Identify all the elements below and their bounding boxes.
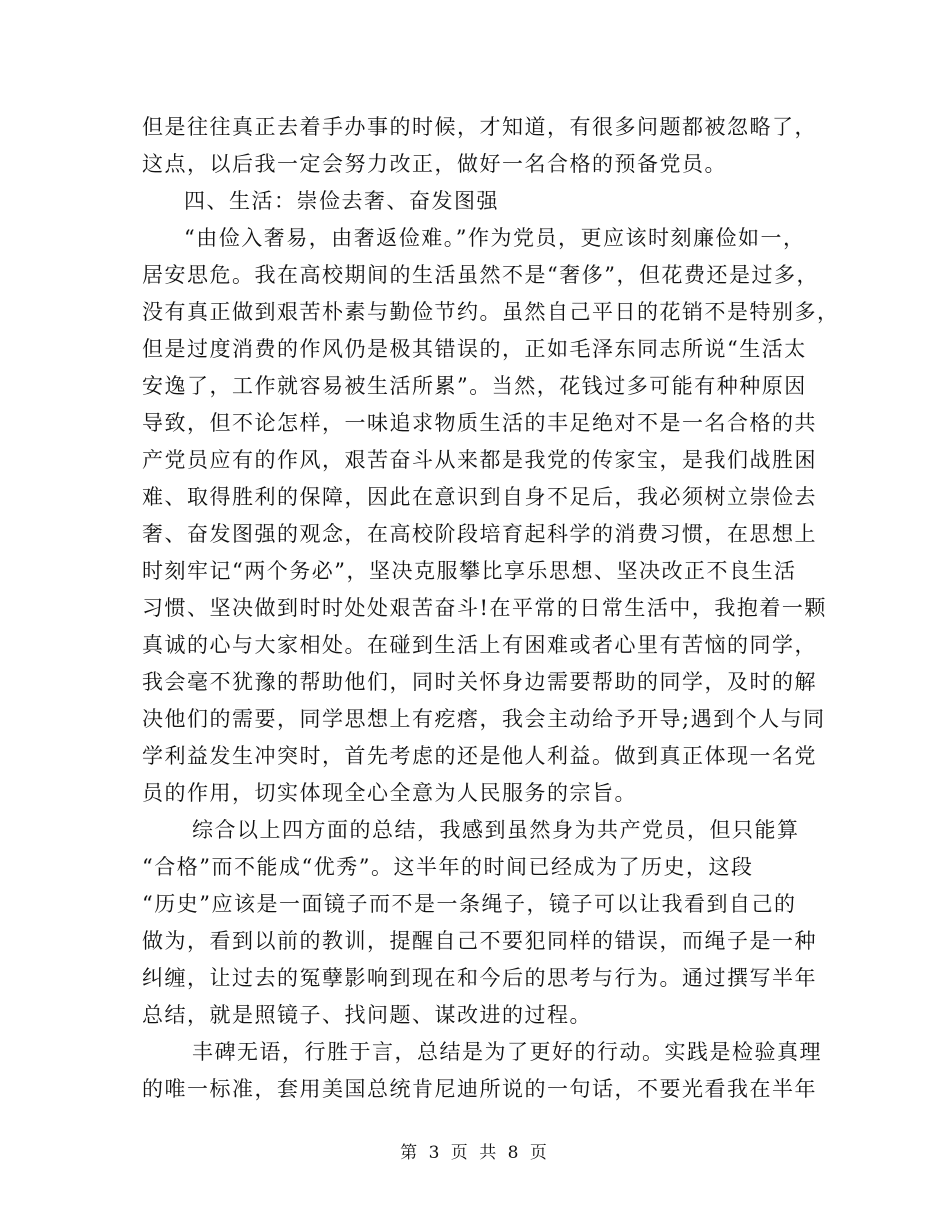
text-line: 习惯、坚决做到时时处处艰苦奋斗!在平常的日常生活中，我抱着一颗 — [142, 596, 827, 620]
text-line: 导致，但不论怎样，一味追求物质生活的丰足绝对不是一名合格的共 — [142, 411, 817, 435]
text-line: 员的作用，切实体现全心全意为人民服务的宗旨。 — [142, 781, 637, 805]
text-line: “历史”应该是一面镜子而不是一条绳子，镜子可以让我看到自己的 — [142, 892, 797, 916]
text-line: 这点，以后我一定会努力改正，做好一名合格的预备党员。 — [142, 152, 727, 176]
text-line: 奢、奋发图强的观念，在高校阶段培育起科学的消费习惯，在思想上 — [142, 522, 817, 546]
text-line: 安逸了，工作就容易被生活所累”。当然，花钱过多可能有种种原因 — [142, 374, 807, 398]
document-body — [142, 109, 840, 1108]
section-heading: 四、生活：崇俭去奢、奋发图强 — [184, 189, 499, 213]
text-line: 综合以上四方面的总结，我感到虽然身为共产党员，但只能算 — [192, 818, 800, 842]
text-line: 做为，看到以前的教训，提醒自己不要犯同样的错误，而绳子是一种 — [142, 929, 817, 953]
text-line: 学利益发生冲突时，首先考虑的还是他人利益。做到真正体现一名党 — [142, 744, 817, 768]
text-line: 但是过度消费的作风仍是极其错误的，正如毛泽东同志所说“生活太 — [142, 337, 807, 361]
text-line: 纠缠，让过去的冤孽影响到现在和今后的思考与行为。通过撰写半年 — [142, 966, 817, 990]
text-line: 难、取得胜利的保障，因此在意识到自身不足后，我必须树立崇俭去 — [142, 485, 817, 509]
text-line: “合格”而不能成“优秀”。这半年的时间已经成为了历史，这段 — [142, 855, 754, 879]
text-line: 产党员应有的作风，艰苦奋斗从来都是我党的传家宝，是我们战胜困 — [142, 448, 817, 472]
text-line: 我会毫不犹豫的帮助他们，同时关怀身边需要帮助的同学，及时的解 — [142, 670, 817, 694]
text-line: “由俭入奢易，由奢返俭难。”作为党员，更应该时刻廉俭如一， — [184, 226, 806, 250]
text-line: 决他们的需要，同学思想上有疙瘩，我会主动给予开导;遇到个人与同 — [142, 707, 826, 731]
text-line: 居安思危。我在高校期间的生活虽然不是“奢侈”，但花费还是过多， — [142, 263, 819, 287]
text-line: 没有真正做到艰苦朴素与勤俭节约。虽然自己平日的花销不是特别多， — [142, 300, 840, 324]
page-number-footer: 第 3 页 共 8 页 — [400, 1143, 550, 1163]
text-line: 但是往往真正去着手办事的时候，才知道，有很多问题都被忽略了， — [142, 115, 817, 139]
text-line: 时刻牢记“两个务必”，坚决克服攀比享乐思想、坚决改正不良生活 — [142, 559, 797, 583]
text-line: 的唯一标准，套用美国总统肯尼迪所说的一句话，不要光看我在半年 — [142, 1077, 817, 1101]
text-line: 总结，就是照镜子、找问题、谋改进的过程。 — [142, 1003, 592, 1027]
text-line: 丰碑无语，行胜于言，总结是为了更好的行动。实践是检验真理 — [192, 1040, 822, 1064]
text-line: 真诚的心与大家相处。在碰到生活上有困难或者心里有苦恼的同学， — [142, 633, 817, 657]
